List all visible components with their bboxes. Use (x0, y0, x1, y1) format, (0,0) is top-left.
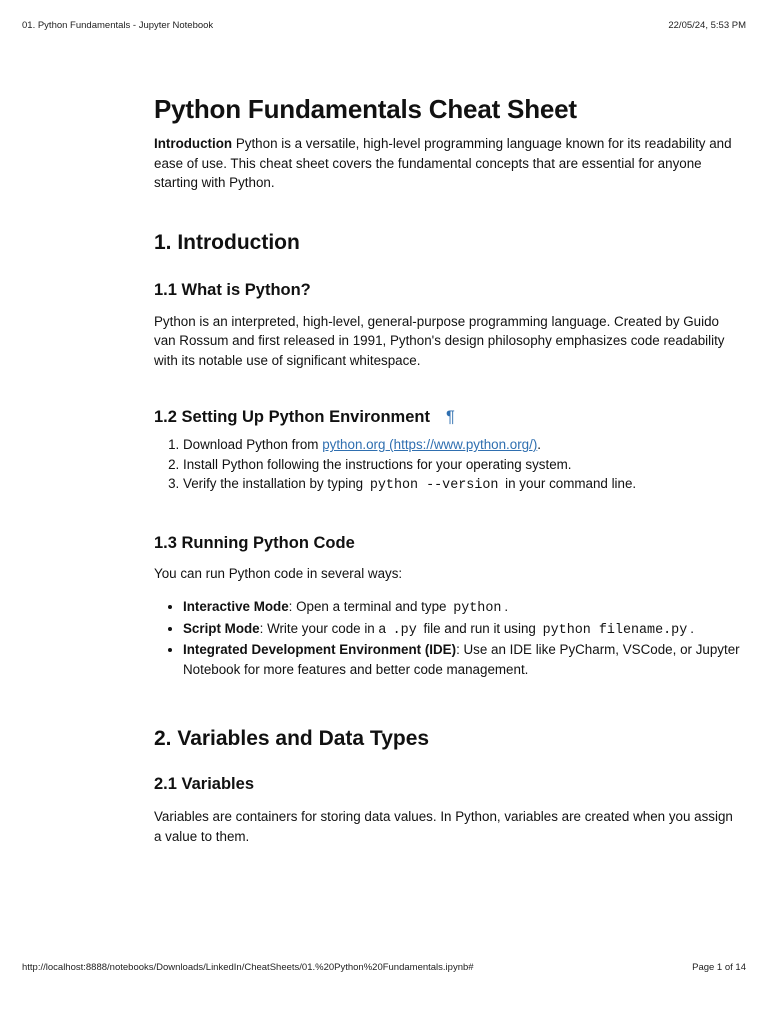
ide-text: : Use an IDE like PyCharm, VSCode, or Jupyter Notebook for more features and better code management. (183, 642, 740, 677)
list-item: 2. Install Python following the instructions for your operating system. (183, 455, 744, 475)
setup-steps-list (154, 435, 744, 496)
section-variables-sub-heading: 2.1 Variables (154, 775, 254, 793)
list-item (183, 640, 744, 679)
what-is-python-text: Python is an interpreted, high-level, general-purpose programming language. Created by Guido van Rossum and first released in 1991, Python's design philosophy emphasizes code readability with its notable use of significant whitespace. (154, 313, 725, 368)
print-header (22, 20, 746, 31)
page-footer-url: http://localhost:8888/notebooks/Downloads/LinkedIn/CheatSheets/01.%20Python%20Fundamentals.ipynb# (22, 962, 474, 973)
intro-label: Introduction (154, 136, 233, 151)
script-mode-end: . (690, 620, 694, 636)
document-title: Python Fundamentals Cheat Sheet (154, 94, 577, 124)
section-variables-heading: 2. Variables and Data Types (154, 727, 430, 750)
list-item (183, 435, 744, 455)
list-item (183, 474, 744, 496)
setup-step3-text: Verify the installation by typing (183, 476, 367, 491)
intro-text: Python is a versatile, high-level programming language known for its readability and ease of use. This cheat sheet covers the fundamental concepts that are essential for anyone starting with Python. (154, 136, 732, 190)
section-running-code-heading: 1.3 Running Python Code (154, 533, 355, 552)
section-setup-heading (154, 406, 744, 428)
list-item (183, 619, 744, 641)
setup-step3-end: in your command line. (501, 476, 637, 491)
list-item (183, 597, 744, 619)
python-command-code: python (453, 601, 502, 616)
version-command-code: python --version (369, 478, 499, 493)
interactive-mode-text: : Open a terminal and type (288, 599, 451, 614)
interactive-mode-end: . (504, 599, 509, 614)
ide-label: Integrated Development Environment (IDE) (183, 642, 457, 657)
print-footer (22, 962, 746, 973)
python-org-link[interactable]: python.org (https://www.python.org/) (322, 437, 538, 452)
running-code-text: You can run Python code in several ways: (154, 565, 403, 581)
interactive-mode-label: Interactive Mode (183, 599, 289, 614)
pilcrow-anchor-link[interactable]: ¶ (445, 408, 455, 426)
setup-heading-text: 1.2 Setting Up Python Environment (154, 408, 430, 426)
script-mode-mid: file and run it using (419, 620, 540, 636)
setup-step1-text: Download Python from (183, 437, 323, 452)
setup-step1-end: . (537, 437, 542, 452)
script-mode-label: Script Mode (183, 620, 260, 636)
intro-paragraph (154, 134, 744, 193)
page-number: Page 1 of 14 (692, 962, 746, 973)
page-header-title: 01. Python Fundamentals - Jupyter Notebook (22, 20, 214, 31)
running-modes-list (154, 597, 744, 679)
section-what-is-python-heading: 1.1 What is Python? (154, 280, 311, 299)
py-extension-code: .py (392, 622, 417, 638)
section-introduction-heading: 1. Introduction (154, 230, 300, 254)
script-mode-text: : Write your code in a (259, 620, 390, 636)
variables-text: Variables are containers for storing data values. In Python, variables are created when you assign a value to them. (154, 809, 733, 844)
run-script-code: python filename.py (542, 622, 688, 638)
notebook-content (154, 92, 744, 846)
page-header-datetime: 22/05/24, 5:53 PM (668, 20, 746, 31)
